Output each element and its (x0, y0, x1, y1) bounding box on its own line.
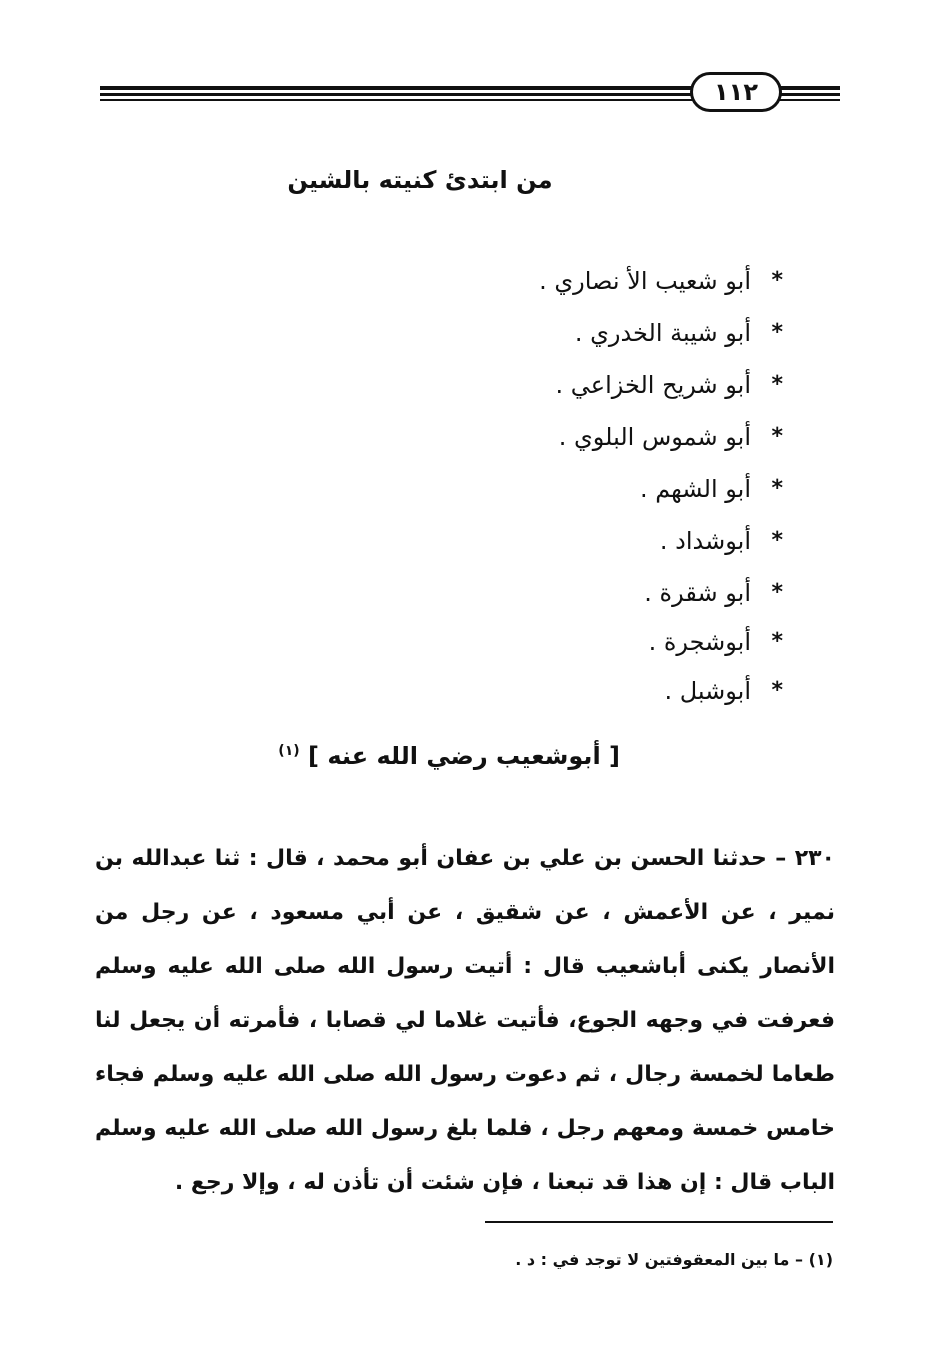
bullet-asterisk: * (771, 580, 783, 605)
list-item (539, 665, 783, 717)
list-item-text: أبو الشهم . (639, 475, 751, 503)
footnote-divider (485, 1221, 833, 1223)
list-item (539, 619, 783, 665)
name-list (539, 255, 783, 717)
bullet-asterisk: * (771, 268, 783, 293)
list-item-text: أبو شعيب الأ نصاري . (539, 267, 751, 295)
bullet-asterisk: * (771, 424, 783, 449)
page-number: ١١٢ (690, 72, 782, 112)
list-item-text: أبو شريح الخزاعي . (555, 371, 751, 399)
biography-heading-text: [ أبوشعيب رضي الله عنه ] (308, 742, 620, 770)
list-item-text: أبوشبل . (664, 677, 751, 705)
list-item (539, 463, 783, 515)
bullet-asterisk: * (771, 528, 783, 553)
bullet-asterisk: * (771, 476, 783, 501)
footnote: (١) – ما بين المعقوفتين لا توجد في : د . (515, 1250, 833, 1269)
list-item (539, 411, 783, 463)
list-item-text: أبو شقرة . (644, 579, 751, 607)
bullet-asterisk: * (771, 372, 783, 397)
list-item-text: أبو شيبة الخدري . (574, 319, 751, 347)
bullet-asterisk: * (771, 320, 783, 345)
list-item-text: أبو شموس البلوي . (558, 423, 751, 451)
section-title: من ابتدئ كنيته بالشين (287, 166, 553, 194)
list-item (539, 515, 783, 567)
footnote-reference: (١) (278, 743, 300, 759)
bullet-asterisk: * (771, 678, 783, 703)
list-item-text: أبوشداد . (659, 527, 751, 555)
hadith-paragraph: ٢٣٠ – حدثنا الحسن بن علي بن عفان أبو محمد ، قال : ثنا عبدالله بن نمير ، عن الأعمش ، عن شقيق ، عن أبي مسعود ، عن رجل من الأنصار يكنى أباشعيب قال : أتيت رسول الله صلى الله عليه وسلم فعرفت في وجهه الجوع، فأتيت غلاما لي قصابا ، فأمرته أن يجعل لنا طعاما لخمسة رجال ، ثم دعوت رسول الله صلى الله عليه وسلم فجاء خامس خمسة ومعهم رجل ، فلما بلغ رسول الله صلى الله عليه وسلم الباب قال : إن هذا قد تبعنا ، فإن شئت أن تأذن له ، وإلا رجع . (95, 846, 835, 1195)
list-item (539, 567, 783, 619)
list-item-text: أبوشجرة . (648, 628, 751, 656)
list-item (539, 255, 783, 307)
biography-heading (278, 742, 620, 770)
bullet-asterisk: * (771, 629, 783, 654)
list-item (539, 307, 783, 359)
list-item (539, 359, 783, 411)
